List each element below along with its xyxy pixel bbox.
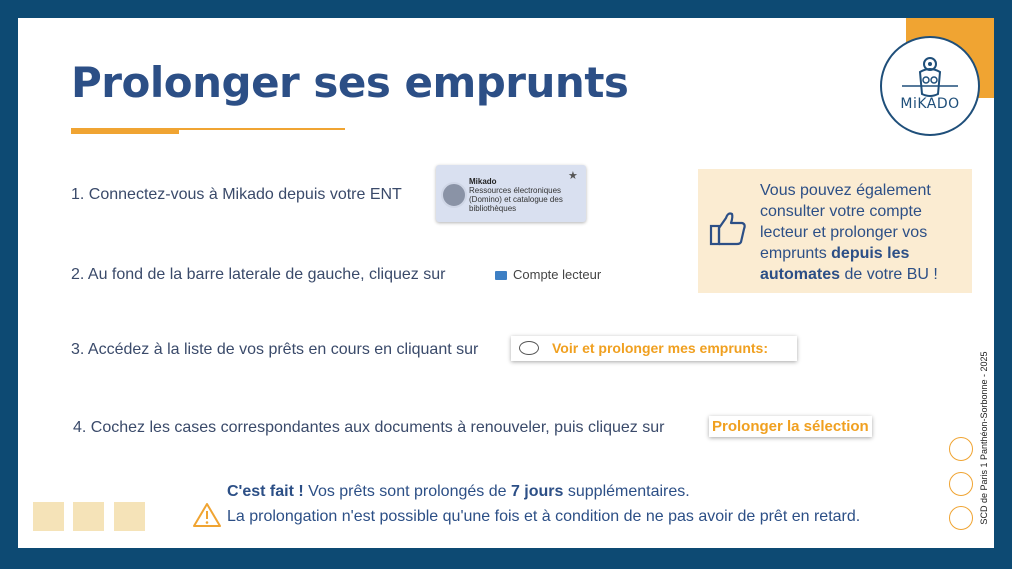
compte-lecteur-link[interactable] [495, 267, 601, 282]
mikado-avatar-icon [441, 182, 467, 208]
success-message: C'est fait ! Vos prêts sont prolongés de 7 jours supplémentaires. [227, 483, 690, 500]
prolongation-warning: La prolongation n'est possible qu'une fois et à condition de ne pas avoir de prêt en retard. [227, 508, 861, 525]
star-icon[interactable]: ★ [568, 170, 578, 182]
step-1: 1. Connectez-vous à Mikado depuis votre ENT [71, 186, 402, 203]
credit-text: SCD de Paris 1 Panthéon-Sorbonne - 2025 [979, 351, 989, 525]
decor-circle [949, 437, 973, 461]
decor-square [73, 502, 104, 531]
mikado-tile[interactable] [436, 165, 586, 222]
owl-icon [882, 38, 978, 134]
decor-square [33, 502, 64, 531]
thumbs-up-icon [708, 209, 748, 249]
prolonger-selection-button[interactable]: Prolonger la sélection [709, 416, 872, 437]
decor-circle [949, 472, 973, 496]
step-3: 3. Accédez à la liste de vos prêts en cours en cliquant sur [71, 341, 479, 358]
mikado-tile-description: Ressources électroniques (Domino) et catalogue des bibliothèques [469, 186, 563, 213]
credit-vertical [974, 338, 994, 548]
step-4: 4. Cochez les cases correspondantes aux documents à renouveler, puis cliquez sur [73, 419, 665, 436]
eye-icon [519, 341, 539, 355]
mikado-tile-name: Mikado [469, 177, 497, 186]
compte-lecteur-label: Compte lecteur [513, 267, 602, 282]
decor-circle [949, 506, 973, 530]
slide [18, 18, 994, 548]
mikado-logo [880, 36, 980, 136]
logo-text: MiKADO [900, 96, 960, 112]
page-title: Prolonger ses emprunts [71, 58, 629, 107]
voir-prolonger-button[interactable] [511, 336, 797, 361]
id-card-icon [495, 271, 507, 280]
automates-info-box [698, 169, 972, 293]
warning-icon [192, 502, 222, 528]
automates-info-text: Vous pouvez également consulter votre compte lecteur et prolonger vos emprunts depuis les automates de votre BU ! [760, 182, 938, 283]
decor-square [114, 502, 145, 531]
voir-prolonger-label: Voir et prolonger mes emprunts: [552, 340, 768, 356]
title-underline-accent [71, 129, 179, 134]
step-2: 2. Au fond de la barre laterale de gauche, cliquez sur [71, 266, 446, 283]
